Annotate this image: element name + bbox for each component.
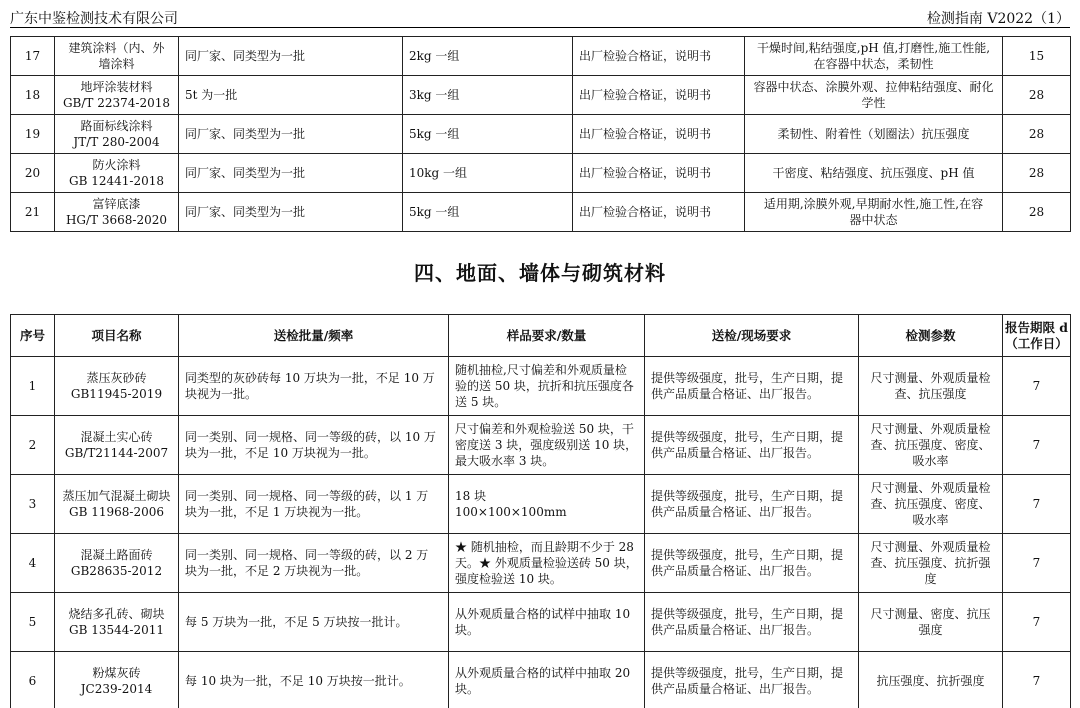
cell-name-line: 富锌底漆 xyxy=(92,197,141,211)
materials-table-body xyxy=(11,357,1071,708)
cell-onsite xyxy=(645,652,859,708)
table-row xyxy=(11,652,1071,708)
cell-params-line: 度 xyxy=(924,572,937,586)
col-header-days xyxy=(1003,315,1071,357)
cell-name xyxy=(55,76,179,115)
cell-name-line: 混凝土实心砖 xyxy=(80,430,153,444)
col-header-onsite: 送检/现场要求 xyxy=(645,315,859,357)
table-row xyxy=(11,115,1071,154)
section-title: 四、地面、墙体与砌筑材料 xyxy=(414,261,666,285)
cell-sample-line: 强度检验送 10 块。 xyxy=(455,572,562,586)
cell-sample-line: 天。★ 外观质量检验送砖 50 块， xyxy=(455,556,638,570)
cell-days: 28 xyxy=(1003,193,1071,232)
cell-name-line: GB 12441-2018 xyxy=(69,174,164,188)
cell-onsite-line: 供产品质量合格证、出厂报告。 xyxy=(651,446,820,460)
cell-onsite-line: 供产品质量合格证、出厂报告。 xyxy=(651,387,820,401)
cell-params-line: 尺寸测量、外观质量检 xyxy=(870,540,991,554)
cell-name-line: 烧结多孔砖、砌块 xyxy=(68,607,165,621)
col-header-sample: 样品要求/数量 xyxy=(449,315,645,357)
cell-onsite: 出厂检验合格证，说明书 xyxy=(573,154,745,193)
cell-batch-line: 同一类别、同一规格、同一等级的砖，以 2 万 xyxy=(185,548,429,562)
cell-sample-line: 随机抽检,尺寸偏差和外观质量检 xyxy=(455,363,627,377)
cell-name-line: GB28635-2012 xyxy=(70,564,163,578)
cell-params-line: 器中状态 xyxy=(849,213,898,227)
cell-name-line: JC239-2014 xyxy=(80,682,153,696)
cell-no: 20 xyxy=(11,154,55,193)
cell-params xyxy=(859,357,1003,416)
cell-onsite-line: 提供等级强度，批号，生产日期，提 xyxy=(651,548,844,562)
col-header-no: 序号 xyxy=(11,315,55,357)
cell-name-line: 防火涂料 xyxy=(92,158,141,172)
cell-name-line: GB 13544-2011 xyxy=(69,623,164,637)
cell-sample-line: 从外观质量合格的试样中抽取 20 xyxy=(455,666,631,680)
cell-name xyxy=(55,193,179,232)
cell-sample xyxy=(449,652,645,708)
cell-params xyxy=(859,416,1003,475)
cell-sample-line: 送 5 块。 xyxy=(455,395,507,409)
cell-name-line: 粉煤灰砖 xyxy=(92,666,141,680)
cell-sample-line: 密度送 3 块，强度级别送 10 块， xyxy=(455,438,638,452)
cell-sample-line: 18 块 xyxy=(455,489,487,503)
cell-onsite: 出厂检验合格证，说明书 xyxy=(573,193,745,232)
cell-name xyxy=(55,154,179,193)
cell-params-line: 查、抗压强度、密度、 xyxy=(870,438,991,452)
guide-version: 检测指南 V2022（1） xyxy=(926,11,1070,27)
cell-batch: 同厂家、同类型为一批 xyxy=(179,193,403,232)
cell-no: 4 xyxy=(11,534,55,593)
col-header-days-line: 报告期限 d xyxy=(1004,319,1069,335)
cell-days: 7 xyxy=(1003,475,1071,534)
cell-params-line: 抗压强度、抗折强度 xyxy=(876,674,985,688)
table-row xyxy=(11,416,1071,475)
table-row xyxy=(11,475,1071,534)
cell-no: 19 xyxy=(11,115,55,154)
cell-onsite xyxy=(645,534,859,593)
cell-batch xyxy=(179,652,449,708)
cell-params xyxy=(859,652,1003,708)
cell-sample-line: ★ 随机抽检，而且龄期不少于 28 xyxy=(455,540,634,554)
cell-sample: 2kg 一组 xyxy=(403,37,573,76)
cell-sample xyxy=(449,593,645,652)
cell-params xyxy=(859,534,1003,593)
table-row xyxy=(11,193,1071,232)
cell-name-line: HG/T 3668-2020 xyxy=(65,213,168,227)
table-row xyxy=(11,357,1071,416)
cell-params-line: 吸水率 xyxy=(912,454,949,468)
cell-no: 5 xyxy=(11,593,55,652)
page-header xyxy=(10,8,1070,28)
cell-batch-line: 同一类别、同一规格、同一等级的砖，以 10 万 xyxy=(185,430,436,444)
cell-no: 18 xyxy=(11,76,55,115)
cell-params-line: 查、抗压强度、密度、 xyxy=(870,497,991,511)
cell-days: 15 xyxy=(1003,37,1071,76)
coatings-table-body xyxy=(11,37,1071,232)
cell-onsite xyxy=(645,416,859,475)
cell-days: 28 xyxy=(1003,76,1071,115)
cell-onsite-line: 提供等级强度，批号，生产日期，提 xyxy=(651,430,844,444)
cell-sample-line: 最大吸水率 3 块。 xyxy=(455,454,555,468)
cell-days: 7 xyxy=(1003,416,1071,475)
table-row xyxy=(11,76,1071,115)
cell-name-line: 蒸压加气混凝土砌块 xyxy=(62,489,171,503)
cell-batch-line: 块为一批，不足 2 万块视为一批。 xyxy=(185,564,369,578)
table-row xyxy=(11,534,1071,593)
cell-name xyxy=(55,416,179,475)
cell-onsite xyxy=(645,357,859,416)
cell-batch xyxy=(179,357,449,416)
cell-onsite-line: 提供等级强度，批号，生产日期，提 xyxy=(651,489,844,503)
cell-name-line: 混凝土路面砖 xyxy=(80,548,153,562)
cell-name-line: 建筑涂料（内、外 xyxy=(68,41,165,55)
cell-sample xyxy=(449,475,645,534)
cell-name-line: 地坪涂装材料 xyxy=(80,80,153,94)
cell-params-line: 查、抗压强度、抗折强 xyxy=(870,556,991,570)
cell-onsite-line: 供产品质量合格证、出厂报告。 xyxy=(651,505,820,519)
cell-batch-line: 每 10 块为一批，不足 10 万块按一批计。 xyxy=(185,674,411,688)
cell-params-line: 适用期,涂膜外观,早期耐水性,施工性,在容 xyxy=(763,197,984,211)
cell-params-line: 柔韧性、附着性（划圈法）抗压强度 xyxy=(777,127,970,141)
table-row xyxy=(11,593,1071,652)
cell-params-line: 在容器中状态，柔韧性 xyxy=(813,57,934,71)
cell-sample-line: 块。 xyxy=(455,623,480,637)
cell-days: 7 xyxy=(1003,534,1071,593)
cell-name xyxy=(55,475,179,534)
cell-params xyxy=(745,154,1003,193)
cell-params-line: 尺寸测量、外观质量检 xyxy=(870,481,991,495)
cell-params xyxy=(859,475,1003,534)
cell-batch: 5t 为一批 xyxy=(179,76,403,115)
cell-name xyxy=(55,115,179,154)
cell-params-line: 吸水率 xyxy=(912,513,949,527)
cell-no: 21 xyxy=(11,193,55,232)
cell-onsite: 出厂检验合格证，说明书 xyxy=(573,37,745,76)
cell-days: 7 xyxy=(1003,652,1071,708)
cell-days: 28 xyxy=(1003,154,1071,193)
cell-onsite-line: 供产品质量合格证、出厂报告。 xyxy=(651,682,820,696)
cell-params xyxy=(745,37,1003,76)
cell-params-line: 尺寸测量、外观质量检 xyxy=(870,422,991,436)
cell-days: 28 xyxy=(1003,115,1071,154)
cell-batch-line: 块为一批，不足 1 万块视为一批。 xyxy=(185,505,369,519)
cell-params-line: 干密度、粘结强度、抗压强度、pH 值 xyxy=(772,166,975,180)
materials-table xyxy=(10,314,1071,708)
cell-params xyxy=(745,115,1003,154)
cell-params-line: 尺寸测量、密度、抗压 xyxy=(870,607,991,621)
cell-sample: 10kg 一组 xyxy=(403,154,573,193)
materials-header-row xyxy=(11,315,1071,357)
cell-onsite xyxy=(645,593,859,652)
cell-batch xyxy=(179,534,449,593)
cell-batch-line: 同一类别、同一规格、同一等级的砖，以 1 万 xyxy=(185,489,429,503)
cell-params-line: 容器中状态、涂膜外观、拉伸粘结强度、耐化 xyxy=(753,80,994,94)
cell-batch: 同厂家、同类型为一批 xyxy=(179,115,403,154)
cell-onsite xyxy=(645,475,859,534)
cell-days: 7 xyxy=(1003,593,1071,652)
table-row xyxy=(11,154,1071,193)
cell-no: 1 xyxy=(11,357,55,416)
cell-params xyxy=(745,76,1003,115)
col-header-name: 项目名称 xyxy=(55,315,179,357)
cell-onsite-line: 供产品质量合格证、出厂报告。 xyxy=(651,564,820,578)
cell-name xyxy=(55,593,179,652)
cell-batch xyxy=(179,475,449,534)
cell-name-line: JT/T 280-2004 xyxy=(73,135,160,149)
cell-sample xyxy=(449,416,645,475)
cell-sample: 5kg 一组 xyxy=(403,115,573,154)
cell-name-line: GB 11968-2006 xyxy=(69,505,164,519)
cell-params xyxy=(745,193,1003,232)
cell-name-line: 路面标线涂料 xyxy=(80,119,153,133)
col-header-batch: 送检批量/频率 xyxy=(179,315,449,357)
cell-sample-line: 尺寸偏差和外观检验送 50 块，干 xyxy=(455,422,634,436)
cell-onsite-line: 提供等级强度，批号，生产日期，提 xyxy=(651,666,844,680)
company-name: 广东中鉴检测技术有限公司 xyxy=(10,11,178,27)
cell-sample xyxy=(449,534,645,593)
cell-params-line: 查、抗压强度 xyxy=(894,387,967,401)
cell-sample: 5kg 一组 xyxy=(403,193,573,232)
col-header-params: 检测参数 xyxy=(859,315,1003,357)
cell-batch-line: 同类型的灰砂砖每 10 万块为一批，不足 10 万 xyxy=(185,371,435,385)
cell-onsite-line: 提供等级强度，批号，生产日期，提 xyxy=(651,607,844,621)
cell-name xyxy=(55,357,179,416)
cell-params-line: 学性 xyxy=(861,96,886,110)
cell-sample-line: 100×100×100mm xyxy=(455,505,567,519)
cell-onsite: 出厂检验合格证，说明书 xyxy=(573,115,745,154)
cell-onsite: 出厂检验合格证，说明书 xyxy=(573,76,745,115)
cell-sample xyxy=(449,357,645,416)
cell-params-line: 尺寸测量、外观质量检 xyxy=(870,371,991,385)
cell-no: 6 xyxy=(11,652,55,708)
cell-sample: 3kg 一组 xyxy=(403,76,573,115)
table-row xyxy=(11,37,1071,76)
cell-batch: 同厂家、同类型为一批 xyxy=(179,37,403,76)
cell-name-line: GB/T21144-2007 xyxy=(64,446,169,460)
cell-params xyxy=(859,593,1003,652)
cell-onsite-line: 提供等级强度，批号，生产日期，提 xyxy=(651,371,844,385)
cell-sample-line: 从外观质量合格的试样中抽取 10 xyxy=(455,607,631,621)
cell-batch xyxy=(179,593,449,652)
cell-sample-line: 验的送 50 块，抗折和抗压强度各 xyxy=(455,379,634,393)
cell-name-line: GB/T 22374-2018 xyxy=(62,96,171,110)
cell-params-line: 干燥时间,粘结强度,pH 值,打磨性,施工性能, xyxy=(756,41,991,55)
cell-no: 17 xyxy=(11,37,55,76)
cell-batch xyxy=(179,416,449,475)
col-header-days-line: （工作日） xyxy=(1005,335,1068,351)
cell-batch-line: 每 5 万块为一批，不足 5 万块按一批计。 xyxy=(185,615,408,629)
cell-batch-line: 块视为一批。 xyxy=(185,387,258,401)
cell-name-line: 墙涂料 xyxy=(98,57,135,71)
cell-no: 2 xyxy=(11,416,55,475)
cell-onsite-line: 供产品质量合格证、出厂报告。 xyxy=(651,623,820,637)
cell-sample-line: 块。 xyxy=(455,682,480,696)
cell-name xyxy=(55,534,179,593)
coatings-table xyxy=(10,36,1071,232)
cell-no: 3 xyxy=(11,475,55,534)
cell-days: 7 xyxy=(1003,357,1071,416)
cell-params-line: 强度 xyxy=(918,623,943,637)
cell-name xyxy=(55,37,179,76)
cell-name-line: 蒸压灰砂砖 xyxy=(86,371,147,385)
cell-name-line: GB11945-2019 xyxy=(70,387,163,401)
cell-batch: 同厂家、同类型为一批 xyxy=(179,154,403,193)
cell-name xyxy=(55,652,179,708)
cell-batch-line: 块为一批，不足 10 万块视为一批。 xyxy=(185,446,376,460)
